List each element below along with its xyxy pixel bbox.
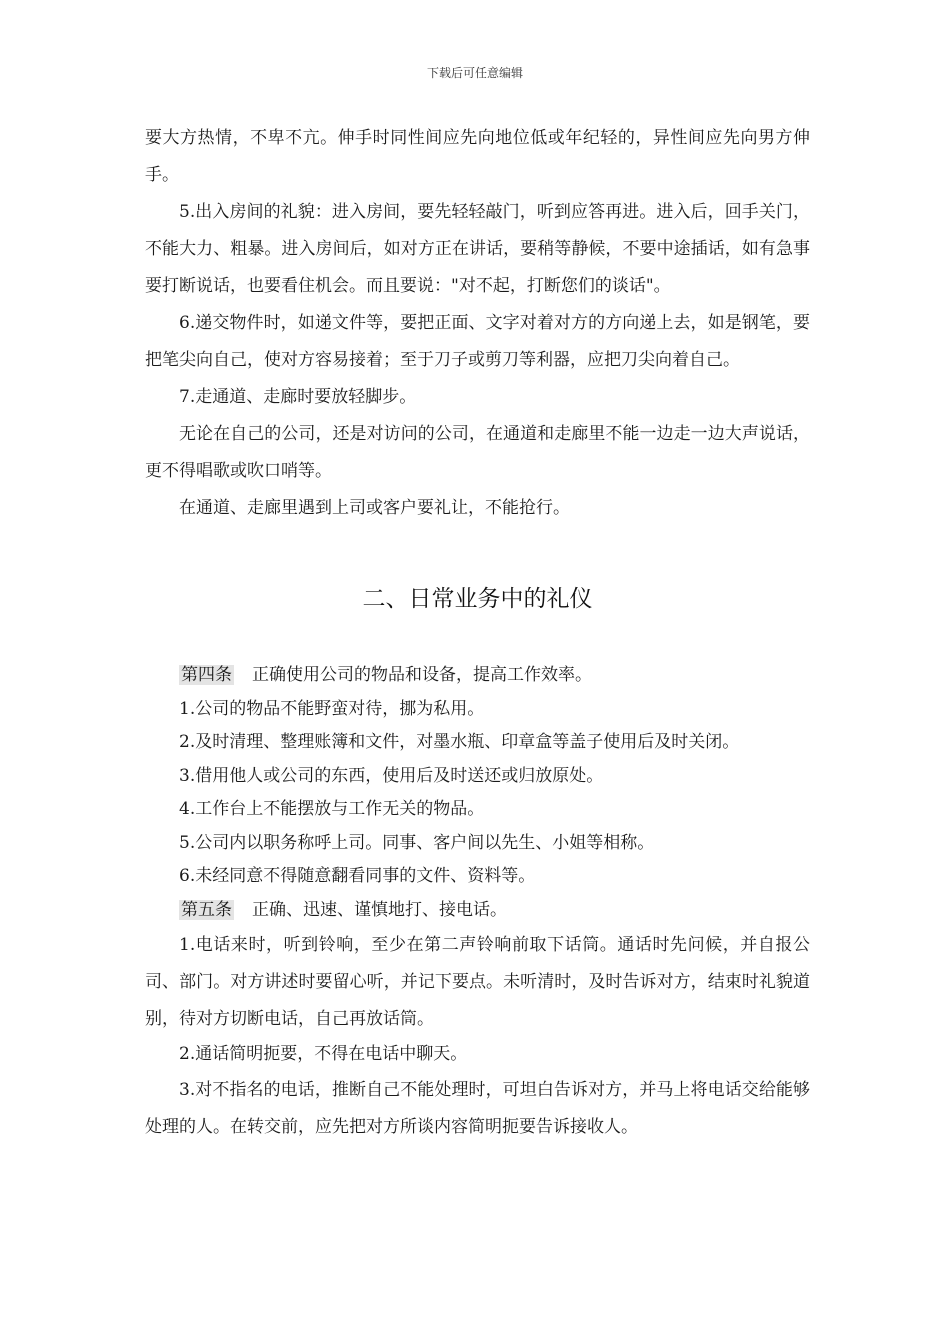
list-item: 5.公司内以职务称呼上司。同事、客户间以先生、小姐等相称。 [179, 832, 655, 853]
article-5 [145, 894, 810, 928]
section-heading: 二、日常业务中的礼仪 [362, 586, 593, 612]
list-item: 2.通话简明扼要，不得在电话中聊天。 [179, 1044, 468, 1064]
list-item: 3.对不指名的电话，推断自己不能处理时，可坦白告诉对方，并马上将电话交给能够处理的人。在转交前，应先把对方所谈内容简明扼要告诉接收人。 [145, 1079, 810, 1137]
page-header: 下载后可任意编辑 [426, 66, 523, 80]
paragraph: 7.走通道、走廊时要放轻脚步。 [179, 387, 417, 407]
article-title: 正确使用公司的物品和设备，提高工作效率。 [252, 665, 592, 685]
section-etiquette-continued [145, 120, 810, 527]
article-4 [145, 659, 810, 693]
list-item: 1.电话来时，听到铃响，至少在第二声铃响前取下话筒。通话时先问候，并自报公司、部门。对方讲述时要留心听，并记下要点。未听清时，及时告诉对方，结束时礼貌道别，待对方切断电话，自己再放话筒。 [145, 935, 810, 1029]
paragraph: 要大方热情，不卑不亢。伸手时同性间应先向地位低或年纪轻的，异性间应先向男方伸手。 [145, 128, 810, 185]
section-daily-business-etiquette [145, 659, 810, 1146]
list-item: 1.公司的物品不能野蛮对待，挪为私用。 [179, 698, 485, 719]
list-item: 3.借用他人或公司的东西，使用后及时送还或归放原处。 [179, 765, 604, 786]
article-label: 第四条 [181, 665, 232, 685]
article-title: 正确、迅速、谨慎地打、接电话。 [252, 899, 507, 920]
list-item: 4.工作台上不能摆放与工作无关的物品。 [179, 799, 485, 819]
paragraph: 6.递交物件时，如递文件等，要把正面、文字对着对方的方向递上去，如是钢笔，要把笔尖向自己，使对方容易接着；至于刀子或剪刀等利器，应把刀尖向着自己。 [145, 313, 810, 370]
paragraph: 无论在自己的公司，还是对访问的公司，在通道和走廊里不能一边走一边大声说话，更不得唱歌或吹口哨等。 [145, 424, 810, 481]
list-item: 6.未经同意不得随意翻看同事的文件、资料等。 [179, 866, 536, 886]
paragraph: 5.出入房间的礼貌：进入房间，要先轻轻敲门，听到应答再进。进入后，回手关门，不能大力、粗暴。进入房间后，如对方正在讲话，要稍等静候，不要中途插话，如有急事要打断说话，也要看住机会。而且要说："对不起，打断您们的谈话"。 [145, 202, 810, 296]
document-body [145, 120, 810, 1146]
article-label: 第五条 [181, 899, 232, 920]
list-item: 2.及时清理、整理账簿和文件，对墨水瓶、印章盒等盖子使用后及时关闭。 [179, 732, 740, 752]
paragraph: 在通道、走廊里遇到上司或客户要礼让，不能抢行。 [179, 498, 570, 518]
